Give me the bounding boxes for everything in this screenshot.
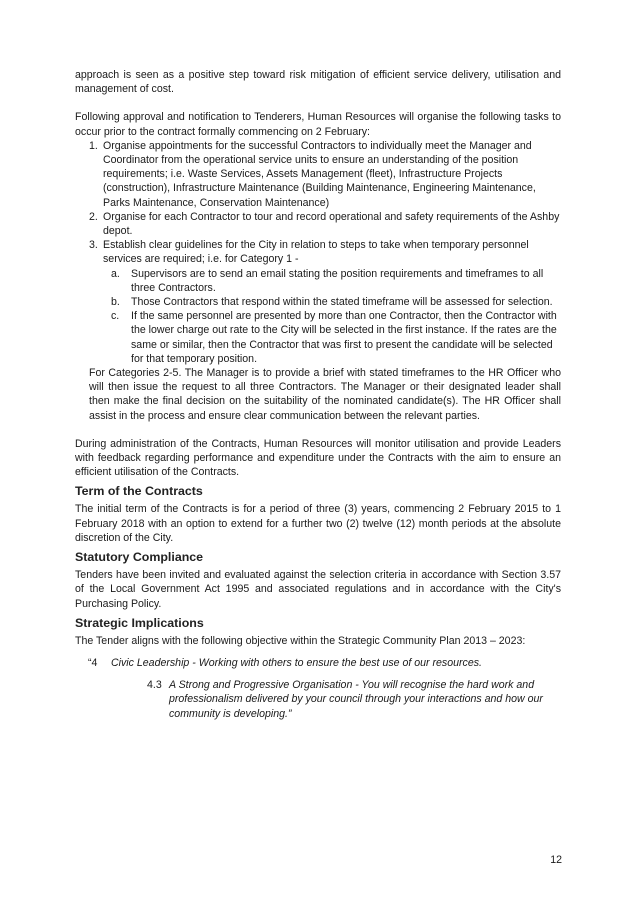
following-paragraph: Following approval and notification to Tenderers, Human Resources will organise the following tasks to occur prior to the contract formally commencing on 2 February: bbox=[75, 111, 561, 138]
objective-quote bbox=[75, 656, 561, 670]
statutory-heading: Statutory Compliance bbox=[75, 550, 204, 565]
sub-objective-quote bbox=[75, 678, 561, 721]
task-number: 1. bbox=[89, 139, 98, 152]
page-number: 12 bbox=[550, 854, 562, 866]
step-item bbox=[103, 267, 561, 295]
term-paragraph: The initial term of the Contracts is for a period of three (3) years, commencing 2 February 2015 to 1 February 2018 with an option to extend for a further two (2) twelve (12) month periods at the absolute discretion of the City. bbox=[75, 503, 561, 544]
step-letter: a. bbox=[111, 267, 120, 280]
task-item bbox=[75, 139, 561, 210]
strategic-paragraph: The Tender aligns with the following objective within the Strategic Community Plan 2013 – 2023: bbox=[75, 634, 526, 647]
step-item bbox=[103, 309, 561, 366]
during-paragraph: During administration of the Contracts, Human Resources will monitor utilisation and provide Leaders with feedback regarding performance and expenditure under the Contracts with the aim to ensure an efficient utilisation of the Contracts. bbox=[75, 437, 561, 479]
task-text: Organise appointments for the successful Contractors to individually meet the Manager and Coordinator from the operational service units to ensure an understanding of the position requirements; i.e. Waste Services, Assets Management (fleet), Infrastructure Projects (construction), Infrastructure Maintenance (Building Maintenance, Engineering Maintenance, Parks Maintenance, Conservation Maintenance) bbox=[103, 139, 536, 209]
step-letter: b. bbox=[111, 296, 120, 309]
term-heading: Term of the Contracts bbox=[75, 484, 203, 499]
category1-steps bbox=[103, 267, 561, 366]
task-text: Organise for each Contractor to tour and record operational and safety requirements of the Ashby depot. bbox=[103, 210, 560, 238]
step-letter: c. bbox=[111, 310, 120, 323]
intro-continuation: approach is seen as a positive step toward risk mitigation of efficient service delivery, utilisation and management of cost. bbox=[75, 69, 561, 96]
sub-objective-number: 4.3 bbox=[147, 679, 162, 692]
task-number: 3. bbox=[89, 239, 98, 252]
task-item bbox=[75, 210, 561, 238]
step-text: If the same personnel are presented by more than one Contractor, then the Contractor with the lower charge out rate to the City will be selected in the first instance. If the rates are the same or similar, then the Contractor that was first to present the candidate will be selected for that temporary position. bbox=[131, 310, 557, 365]
categories-2-5-paragraph: For Categories 2-5. The Manager is to provide a brief with stated timeframes to the HR Officer who will then issue the request to all three Contractors. The Manager or their designated leader shall then make the final decision on the suitability of the nominated candidate(s). The HR Officer shall assist in the process and ensure clear communication between the relevant parties. bbox=[89, 367, 561, 422]
sub-objective-text: A Strong and Progressive Organisation - You will recognise the hard work and professionalism delivered by your council through your interactions and how our community is developing.” bbox=[169, 679, 543, 720]
task-item bbox=[75, 238, 561, 366]
objective-number: “4 bbox=[88, 656, 98, 669]
document-page bbox=[75, 68, 561, 721]
step-text: Those Contractors that respond within the stated timeframe will be assessed for selection. bbox=[131, 296, 553, 309]
task-text: Establish clear guidelines for the City in relation to steps to take when temporary personnel services are required; i.e. for Category 1 - bbox=[103, 239, 529, 266]
strategic-heading: Strategic Implications bbox=[75, 615, 204, 630]
objective-text: Civic Leadership - Working with others to ensure the best use of our resources. bbox=[111, 656, 482, 669]
task-list bbox=[75, 139, 561, 366]
step-item bbox=[103, 295, 561, 309]
task-number: 2. bbox=[89, 210, 98, 223]
statutory-paragraph: Tenders have been invited and evaluated against the selection criteria in accordance with Section 3.57 of the Local Government Act 1995 and associated regulations and in accordance with the City's Purchasing Policy. bbox=[75, 569, 561, 610]
step-text: Supervisors are to send an email stating the position requirements and timeframes to all three Contractors. bbox=[131, 267, 544, 294]
